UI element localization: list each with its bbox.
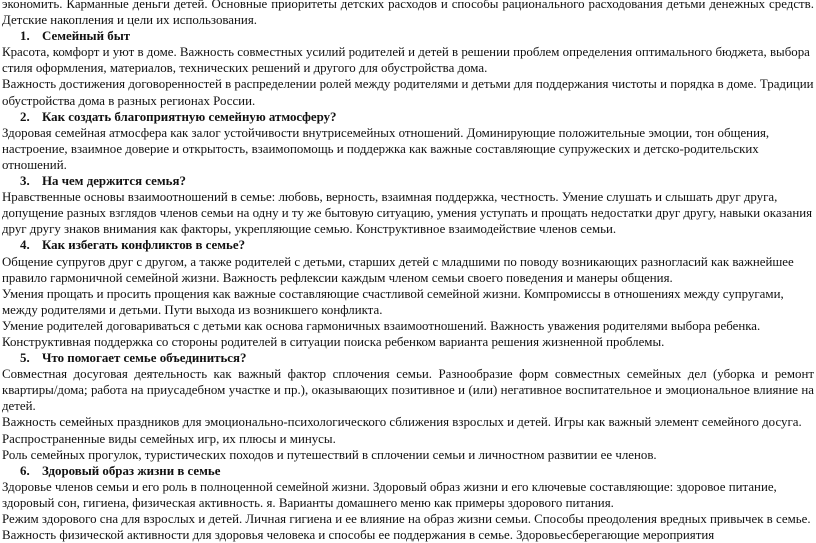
section-1-paragraph-1: Красота, комфорт и уют в доме. Важность совместных усилий родителей и детей в решении проблем определения оптимального бюджета, выбора стиля оформления, материалов, технических решений и другого для обустройства дома.: [2, 45, 810, 76]
section-3-paragraph-1: Нравственные основы взаимоотношений в семье: любовь, верность, взаимная поддержка, честность. Умение слушать и слышать друг друга, допущение разных взглядов членов семьи на одну и ту же бытовую ситуацию, умения уступать и прощать недостатки друг другу, навыки оказания друг другу знаков внимания как факторы, укрепляющие семью. Конструктивное взаимодействие членов семьи.: [2, 190, 813, 237]
section-number: 6.: [20, 463, 30, 478]
section-4-paragraph-2: Умения прощать и просить прощения как важные составляющие счастливой семейной жизни. Компромиссы в отношениях между супругами, между родителями и детьми. Пути выхода из возникшего конфликта.: [2, 286, 784, 317]
section-2-paragraph-1: Здоровая семейная атмосфера как залог устойчивости внутрисемейных отношений. Доминирующие положительные эмоции, тон общения, настроение, взаимное доверие и открытость, взаимопомощь и поддержка как важные составляющие супружеских и детско-родительских отношений.: [2, 125, 770, 172]
section-5-paragraph-1: Совместная досуговая деятельность как важный фактор сплочения семьи. Разнообразие форм совместных семейных дел (уборка и ремонт квартиры/дома; работа на приусадебном участке и пр.), оказывающих позитивное и (или) негативное воспитательное и эмоциональное влияние на детей.: [2, 367, 814, 414]
section-title: На чем держится семья?: [42, 174, 186, 189]
section-number: 2.: [20, 109, 30, 124]
section-number: 4.: [20, 238, 30, 253]
section-heading-6: [2, 463, 814, 479]
section-title: Как избегать конфликтов в семье?: [42, 238, 246, 253]
document-page: [2, 0, 814, 543]
section-title: Как создать благоприятную семейную атмосферу?: [42, 109, 337, 124]
section-5-paragraph-2: Важность семейных праздников для эмоционально-психологического сближения взрослых и детей. Игры как важный элемент семейного досуга. Распространенные виды семейных игр, их плюсы и минусы.: [2, 415, 802, 446]
section-6-paragraph-1: Здоровье членов семьи и его роль в полноценной семейной жизни. Здоровый образ жизни и его ключевые составляющие: здоровое питание, здоровый сон, гигиена, физическая активность. я. Варианты домашнего меню как примеры здорового питания.: [2, 479, 777, 510]
section-6-paragraph-2: Режим здорового сна для взрослых и детей. Личная гигиена и ее влияние на образ жизни семьи. Способы преодоления вредных привычек в семье. Важность физической активности для здоровья человека и способы ее поддержания в семье. Здоровьесберегающие мероприятия: [2, 512, 811, 543]
section-heading-5: [2, 350, 814, 366]
section-heading-4: [2, 237, 814, 253]
section-1-paragraph-2: Важность достижения договоренностей в распределении ролей между родителями и детьми для поддержания чистоты и порядка в доме. Традиции обустройства дома в разных регионах России.: [2, 77, 814, 108]
section-number: 1.: [20, 29, 30, 44]
section-number: 3.: [20, 174, 30, 189]
section-number: 5.: [20, 351, 30, 366]
section-4-paragraph-3: Умение родителей договариваться с детьми как основа гармоничных взаимоотношений. Важность уважения родителями выбора ребенка. Конструктивная поддержка со стороны родителей в ситуации поиска ребенком варианта решения жизненной проблемы.: [2, 318, 761, 349]
section-title: Здоровый образ жизни в семье: [42, 463, 221, 478]
section-4-paragraph-1: Общение супругов друг с другом, а также родителей с детьми, старших детей с младшими по поводу возникающих разногласий как важнейшее правило гармоничной семейной жизни. Важность рефлексии каждым членом семьи своего поведения и манеры общения.: [2, 254, 794, 285]
section-title: Семейный быт: [42, 29, 131, 44]
section-heading-2: [2, 109, 814, 125]
section-title: Что помогает семье объединиться?: [42, 351, 247, 366]
section-heading-1: [2, 28, 814, 44]
section-heading-3: [2, 173, 814, 189]
intro-paragraph: экономить. Карманные деньги детей. Основные приоритеты детских расходов и способы рационального расходования детьми денежных средств. Детские накопления и цели их использования.: [2, 0, 814, 28]
section-5-paragraph-3: Роль семейных прогулок, туристических походов и путешествий в сплочении семьи и личностном развитии ее членов.: [2, 447, 657, 462]
